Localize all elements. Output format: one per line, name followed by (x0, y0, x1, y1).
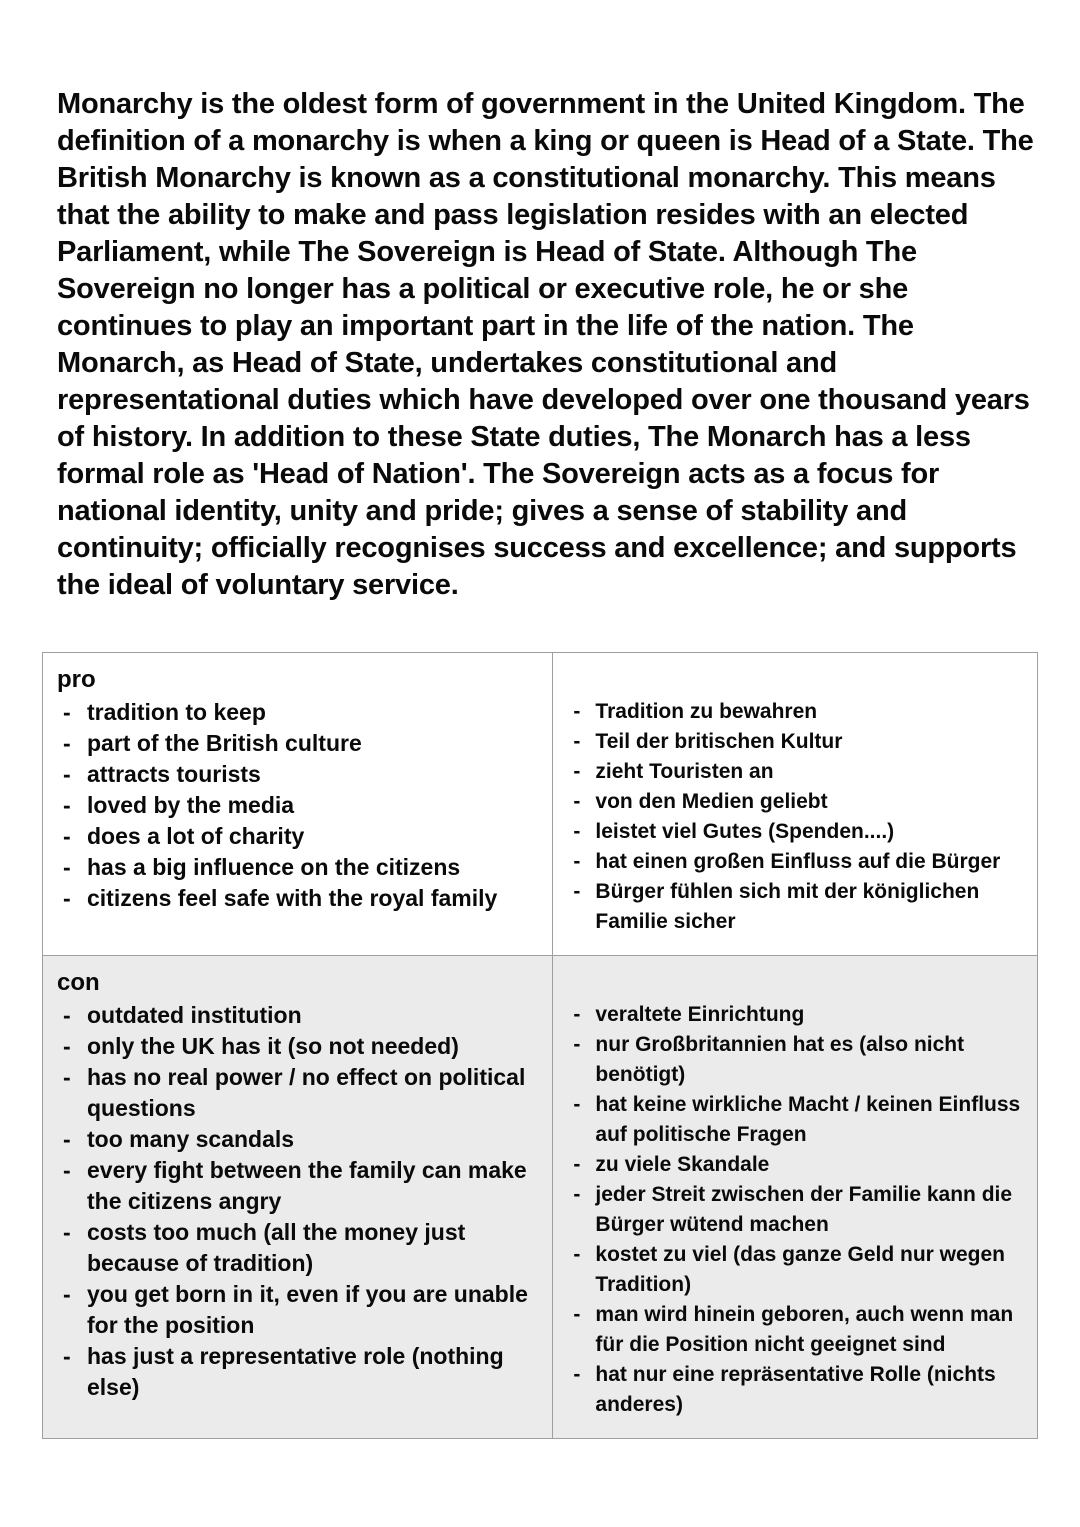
con-heading: con (57, 969, 100, 996)
pro-german-cell (553, 653, 1038, 956)
list-item: - citizens feel safe with the royal family (57, 883, 538, 914)
list-item: - part of the British culture (57, 728, 538, 759)
list-item: - nur Großbritannien hat es (also nicht benötigt) (567, 1030, 1023, 1090)
con-row (43, 956, 1038, 1439)
list-item: - attracts tourists (57, 759, 538, 790)
list-item: - zieht Touristen an (567, 757, 1023, 787)
list-item: - only the UK has it (so not needed) (57, 1031, 538, 1062)
list-item: - Bürger fühlen sich mit der königlichen Familie sicher (567, 877, 1023, 937)
pro-english-cell (43, 653, 553, 956)
list-item: - jeder Streit zwischen der Familie kann die Bürger wütend machen (567, 1180, 1023, 1240)
list-item: - leistet viel Gutes (Spenden....) (567, 817, 1023, 847)
pro-german-spacer (567, 665, 1023, 697)
list-item: - von den Medien geliebt (567, 787, 1023, 817)
list-item: - too many scandals (57, 1124, 538, 1155)
list-item: - hat nur eine repräsentative Rolle (nichts anderes) (567, 1360, 1023, 1420)
pro-english-list (57, 697, 538, 914)
con-english-cell (43, 956, 553, 1439)
pro-row (43, 653, 1038, 956)
list-item: - you get born in it, even if you are unable for the position (57, 1279, 538, 1341)
pro-heading: pro (57, 666, 96, 693)
list-item: - hat keine wirkliche Macht / keinen Einfluss auf politische Fragen (567, 1090, 1023, 1150)
list-item: - has no real power / no effect on political questions (57, 1062, 538, 1124)
pro-german-list (567, 697, 1023, 937)
list-item: - loved by the media (57, 790, 538, 821)
list-item: - has just a representative role (nothing else) (57, 1341, 538, 1403)
list-item: - costs too much (all the money just because of tradition) (57, 1217, 538, 1279)
list-item: - does a lot of charity (57, 821, 538, 852)
list-item: - Teil der britischen Kultur (567, 727, 1023, 757)
con-english-list (57, 1000, 538, 1403)
pro-con-table (42, 652, 1038, 1439)
list-item: - every fight between the family can make the citizens angry (57, 1155, 538, 1217)
list-item: - veraltete Einrichtung (567, 1000, 1023, 1030)
con-german-list (567, 1000, 1023, 1420)
list-item: - zu viele Skandale (567, 1150, 1023, 1180)
intro-paragraph: Monarchy is the oldest form of government in the United Kingdom. The definition of a monarchy is when a king or queen is Head of a State. The British Monarchy is known as a constitutional monarchy. This means that the ability to make and pass legislation resides with an elected Parliament, while The Sovereign is Head of State. Although The Sovereign no longer has a political or executive role, he or she continues to play an important part in the life of the nation. The Monarch, as Head of State, undertakes constitutional and representational duties which have developed over one thousand years of history. In addition to these State duties, The Monarch has a less formal role as 'Head of Nation'. The Sovereign acts as a focus for national identity, unity and pride; gives a sense of stability and continuity; officially recognises success and excellence; and supports the ideal of voluntary service. (57, 88, 1034, 601)
list-item: - man wird hinein geboren, auch wenn man für die Position nicht geeignet sind (567, 1300, 1023, 1360)
con-german-spacer (567, 968, 1023, 1000)
list-item: - kostet zu viel (das ganze Geld nur wegen Tradition) (567, 1240, 1023, 1300)
list-item: - tradition to keep (57, 697, 538, 728)
list-item: - Tradition zu bewahren (567, 697, 1023, 727)
list-item: - has a big influence on the citizens (57, 852, 538, 883)
list-item: - hat einen großen Einfluss auf die Bürger (567, 847, 1023, 877)
list-item: - outdated institution (57, 1000, 538, 1031)
con-german-cell (553, 956, 1038, 1439)
